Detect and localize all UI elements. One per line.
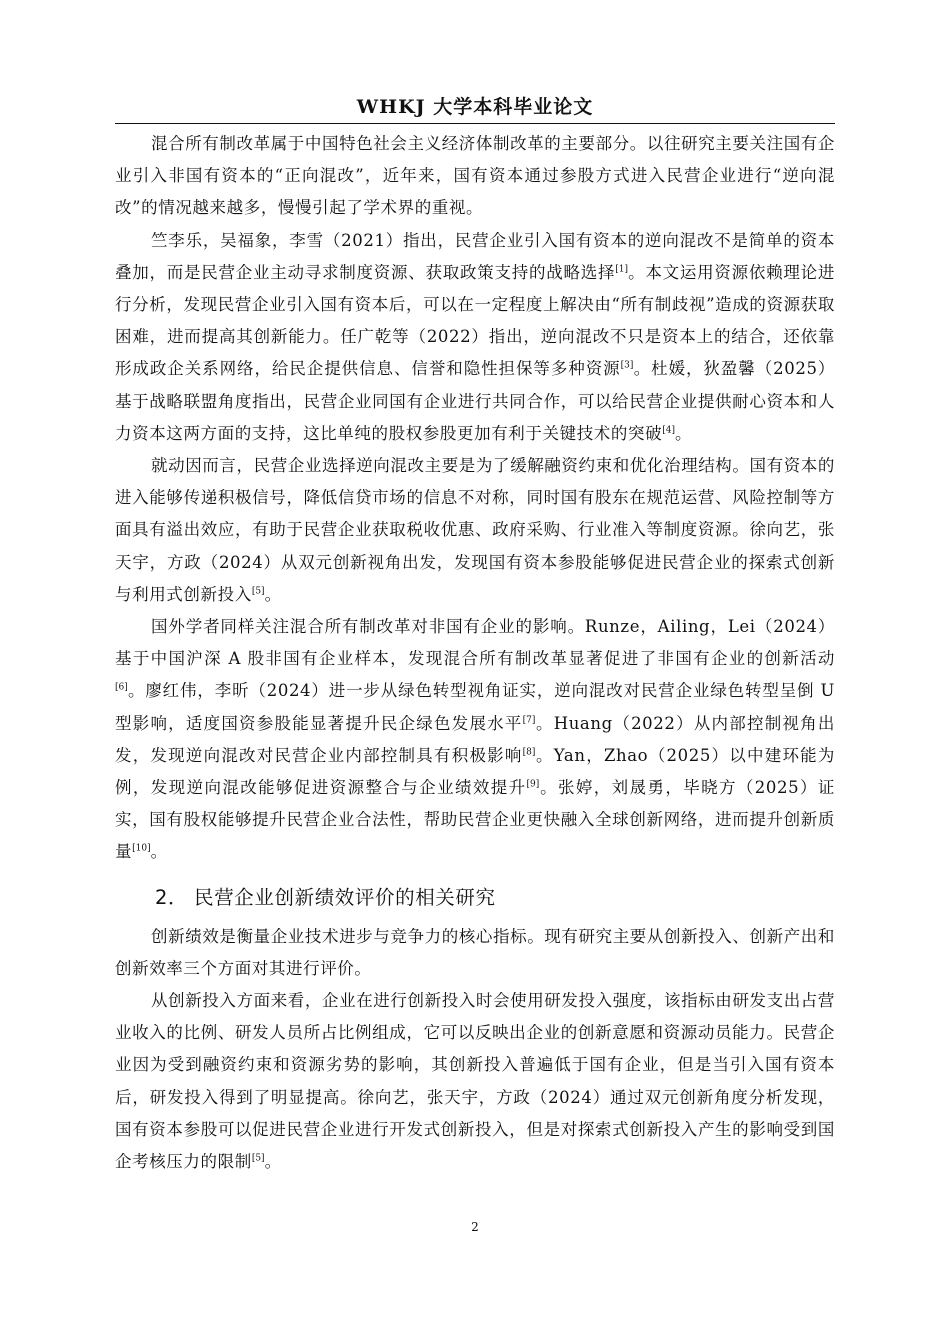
citation-reference: [8] (522, 747, 536, 758)
paragraph-text: 就动因而言，民营企业选择逆向混改主要是为了缓解融资约束和优化治理结构。国有资本的进入能够传递积极信号，降低信贷市场的信息不对称，同时国有股东在规范运营、风险控制等方面具有溢出效应，有助于民营企业获取税收优惠、政府采购、行业准入等制度资源。徐向艺，张天宇，方政（2024）从双元创新视角出发，发现国有资本参股能够促进民营企业的探索式创新与利用式创新投入 (115, 456, 835, 604)
body-paragraph (115, 985, 835, 1178)
paragraph-text: 。张婷，刘晟勇，毕晓方（2025）证实，国有股权能够提升民营企业合法性，帮助民营企业更快融入全球创新网络，进而提升创新质量 (115, 778, 835, 862)
citation-reference: [1] (615, 264, 628, 275)
paragraph-text: 。 (264, 1152, 282, 1172)
citation-reference: [6] (115, 682, 128, 693)
innovation-performance-paragraphs (115, 921, 835, 1179)
paragraph-text: 。杜媛，狄盈馨（2025）基于战略联盟角度指出，民营企业同国有企业进行共同合作，可以给民营企业提供耐心资本和人力资本这两方面的支持，这比单纯的股权参股更加有利于关键技术的突破 (115, 359, 835, 443)
section-heading-text: 民营企业创新绩效评价的相关研究 (194, 885, 496, 909)
citation-reference: [5] (251, 586, 265, 597)
citation-reference: [4] (662, 425, 675, 436)
paragraph-text: 。廖红伟，李昕（2024）进一步从绿色转型视角证实，逆向混改对民营企业绿色转型呈倒 U 型影响，适度国资参股能显著提升民企绿色发展水平 (115, 681, 835, 733)
paragraph-text: 国外学者同样关注混合所有制改革对非国有企业的影响。Runze，Ailing，Lei（2024）基于中国沪深 A 股非国有企业样本，发现混合所有制改革显著促进了非国有企业的创新活动 (115, 617, 835, 669)
paragraph-text: 混合所有制改革属于中国特色社会主义经济体制改革的主要部分。以往研究主要关注国有企业引入非国有资本的“正向混改”，近年来，国有资本通过参股方式进入民营企业进行“逆向混改”的情况越来越多，慢慢引起了学术界的重视。 (115, 134, 835, 218)
document-body (115, 128, 835, 1213)
paragraph-text: 创新绩效是衡量企业技术进步与竞争力的核心指标。现有研究主要从创新投入、创新产出和创新效率三个方面对其进行评价。 (115, 926, 835, 978)
section-heading-number: 2． (155, 885, 189, 909)
body-paragraph (115, 450, 835, 611)
literature-review-paragraphs (115, 128, 835, 869)
citation-reference: [7] (522, 715, 536, 726)
citation-reference: [5] (251, 1153, 265, 1164)
paragraph-text: 竺李乐，吴福象，李雪（2021）指出，民营企业引入国有资本的逆向混改不是简单的资本叠加，而是民营企业主动寻求制度资源、获取政策支持的战略选择 (115, 230, 835, 282)
body-paragraph (115, 611, 835, 869)
paragraph-text: 。本文运用资源依赖理论进行分析，发现民营企业引入国有资本后，可以在一定程度上解决由“所有制歧视”造成的资源获取困难，进而提高其创新能力。任广乾等（2022）指出，逆向混改不只是资本上的结合，还依靠形成政企关系网络，给民企提供信息、信誉和隐性担保等多种资源 (115, 262, 835, 379)
page-number: 2 (471, 1220, 479, 1234)
body-paragraph (115, 225, 835, 450)
section-heading (115, 881, 835, 915)
paragraph-text: 。 (674, 423, 693, 443)
citation-reference: [9] (526, 779, 540, 790)
page-header-title: WHKJ 大学本科毕业论文 (356, 96, 594, 118)
body-paragraph (115, 921, 835, 985)
paragraph-text: 。Huang（2022）从内部控制视角出发，发现逆向混改对民营企业内部控制具有积极影响 (115, 713, 835, 765)
paragraph-text: 。Yan，Zhao（2025）以中建环能为例，发现逆向混改能够促进资源整合与企业绩效提升 (115, 745, 835, 798)
paragraph-text: 。 (150, 842, 168, 862)
paragraph-text: 从创新投入方面来看，企业在进行创新投入时会使用研发投入强度，该指标由研发支出占营业收入的比例、研发人员所占比例组成，它可以反映出企业的创新意愿和资源动员能力。民营企业因为受到融资约束和资源劣势的影响，其创新投入普遍低于国有企业，但是当引入国有资本后，研发投入得到了明显提高。徐向艺，张天宇，方政（2024）通过双元创新角度分析发现，国有资本参股可以促进民营企业进行开发式创新投入，但是对探索式创新投入产生的影响受到国企考核压力的限制 (115, 991, 835, 1172)
paragraph-text: 。 (264, 584, 282, 604)
header-divider (115, 123, 835, 124)
citation-reference: [10] (132, 843, 151, 854)
citation-reference: [3] (620, 360, 634, 371)
body-paragraph (115, 128, 835, 225)
